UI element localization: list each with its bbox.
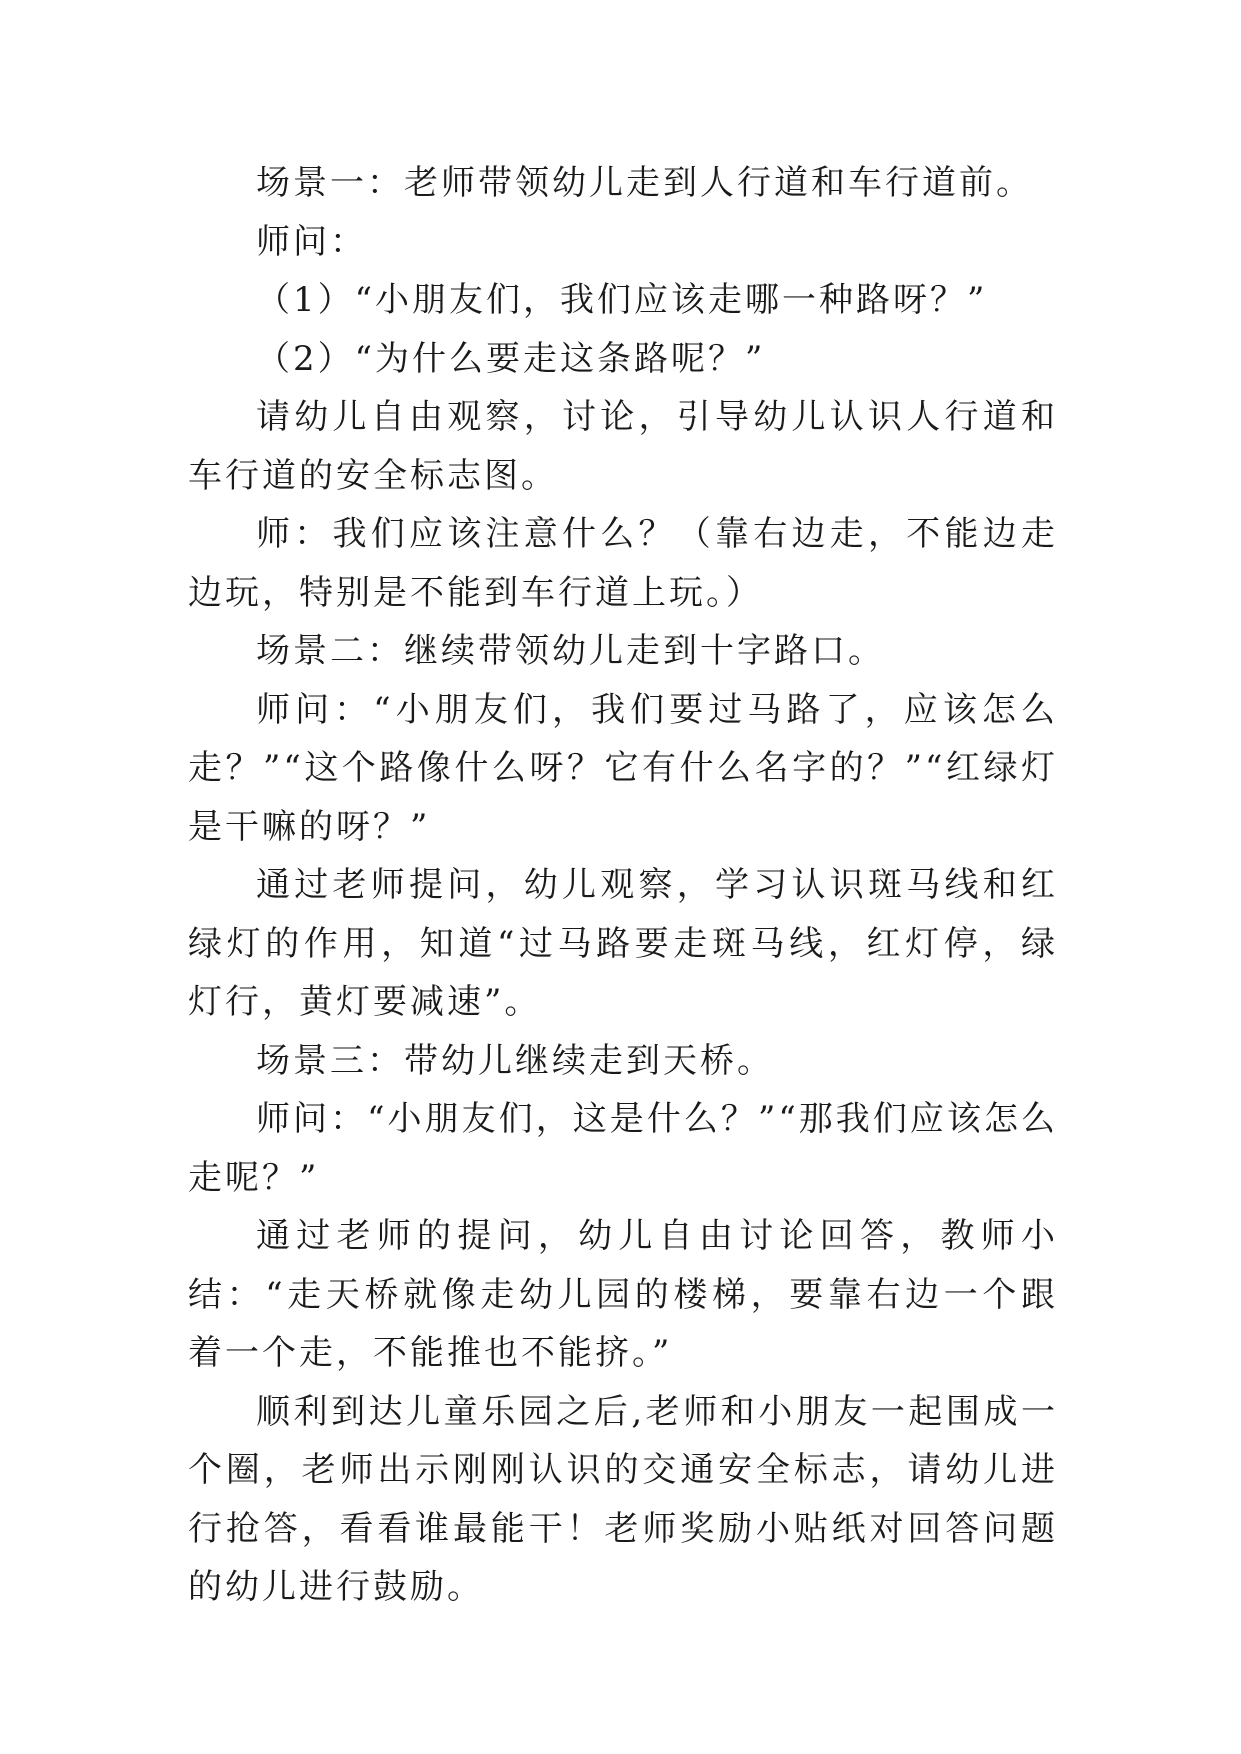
paragraph-crossing-questions: 师问：“小朋友们，我们要过马路了，应该怎么走？”“这个路像什么呀？它有什么名字的？”“红绿灯是干嘛的呀？” (188, 689, 1058, 847)
paragraph-zebra-crossing: 通过老师提问，幼儿观察，学习认识斑马线和红绿灯的作用，知道“过马路要走斑马线，红灯停，绿灯行，黄灯要减速”。 (188, 865, 1058, 1022)
paragraph-question-1: （1）“小朋友们，我们应该走哪一种路呀？” (256, 280, 988, 320)
paragraph-question-2: （2）“为什么要走这条路呢？” (256, 338, 766, 379)
paragraph-observe-discuss: 请幼儿自由观察，讨论，引导幼儿认识人行道和车行道的安全标志图。 (188, 397, 1058, 496)
paragraph-teacher-asks: 师问： (256, 221, 367, 262)
paragraph-scene-three: 场景三：带幼儿继续走到天桥。 (256, 1040, 774, 1081)
paragraph-scene-one: 场景一：老师带领幼儿走到人行道和车行道前。 (256, 163, 1033, 203)
paragraph-bridge-questions: 师问：“小朋友们，这是什么？”“那我们应该怎么走呢？” (188, 1099, 1058, 1198)
paragraph-bridge-summary: 通过老师的提问，幼儿自由讨论回答，教师小结：“走天桥就像走幼儿园的楼梯，要靠右边一个跟着一个走，不能推也不能挤。” (188, 1216, 1058, 1373)
paragraph-arrival: 顺利到达儿童乐园之后,老师和小朋友一起围成一个圈，老师出示刚刚认识的交通安全标志，请幼儿进行抢答，看看谁最能干！老师奖励小贴纸对回答问题的幼儿进行鼓励。 (188, 1391, 1058, 1607)
paragraph-scene-two: 场景二：继续带领幼儿走到十字路口。 (256, 631, 885, 671)
document-body (188, 154, 1058, 1617)
paragraph-attention: 师：我们应该注意什么？（靠右边走，不能边走边玩，特别是不能到车行道上玩。） (188, 514, 1058, 613)
